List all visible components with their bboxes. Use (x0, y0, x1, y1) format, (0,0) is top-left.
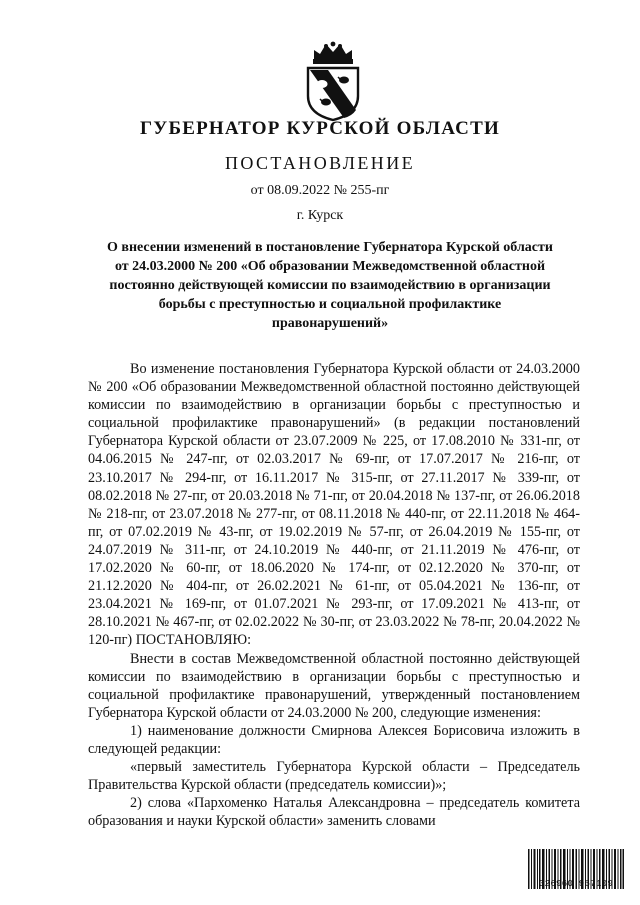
city: г. Курск (296, 208, 344, 223)
coat-of-arms-icon (300, 40, 366, 122)
governor-title: ГУБЕРНАТОР КУРСКОЙ ОБЛАСТИ (140, 118, 500, 139)
document-body (88, 360, 580, 830)
paragraph-1: Во изменение постановления Губернатора Курской области от 24.03.2000 № 200 «Об образовании Межведомственной областной постоянно действующей комиссии по взаимодействию в организации борьбы с преступностью и социальной профилактике правонарушений» (в редакции постановлений Губернатора Курской области от 23.07.2009 № 225, от 17.08.2010 № 331-пг, от 04.06.2015 № 247-пг, от 02.03.2017 № 69-пг, от 17.07.2017 № 216-пг, от 23.10.2017 № 294-пг, от 16.11.2017 № 315-пг, от 27.11.2017 № 339-пг, от 08.02.2018 № 27-пг, от 20.03.2018 № 71-пг, от 20.04.2018 № 137-пг, от 26.06.2018 № 218-пг, от 23.07.2018 № 277-пг, от 08.11.2018 № 440-пг, от 22.11.2018 № 464-пг, от 07.02.2019 № 43-пг, от 19.02.2019 № 57-пг, от 26.04.2019 № 155-пг, от 24.07.2019 № 311-пг, от 24.10.2019 № 440-пг, от 21.11.2019 № 476-пг, от 17.02.2020 № 60-пг, от 18.06.2020 № 174-пг, от 02.12.2020 № 370-пг, от 21.12.2020 № 404-пг, от 26.02.2021 № 61-пг, от 05.04.2021 № 136-пг, от 23.04.2021 № 169-пг, от 01.07.2021 № 293-пг, от 17.09.2021 № 413-пг, от 28.10.2021 № 467-пг, от 02.02.2022 № 30-пг, от 23.03.2022 № 78-пг, 20.04.2022 № 120-пг) ПОСТАНОВЛЯЮ: (88, 361, 580, 649)
item-2: 2) слова «Пархоменко Наталья Александровна – председатель комитета образования и науки Курской области» заменить словами (88, 795, 580, 830)
barcode-number: 326960 967109 (538, 879, 614, 889)
item-1: 1) наименование должности Смирнова Алексея Борисовича изложить в следующей редакции: (88, 722, 580, 757)
document-type: ПОСТАНОВЛЕНИЕ (224, 153, 416, 173)
document-title: О внесении изменений в постановление Губернатора Курской области от 24.03.2000 № 200 «Об образовании Межведомственной областной постоянно действующей комиссии по взаимодействию в организации борьбы с преступностью и социальной профилактике правонарушений» (107, 240, 553, 331)
paragraph-2: Внести в состав Межведомственной областной постоянно действующей комиссии по взаимодействию в организации борьбы с преступностью и социальной профилактике правонарушений, утвержденный постановлением Губернатора Курской области от 24.03.2000 № 200, следующие изменения: (88, 650, 580, 721)
item-1-quote: «первый заместитель Губернатора Курской области – Председатель Правительства Курской области (председатель комиссии)»; (88, 759, 580, 794)
date-number: от 08.09.2022 № 255-пг (250, 183, 390, 198)
